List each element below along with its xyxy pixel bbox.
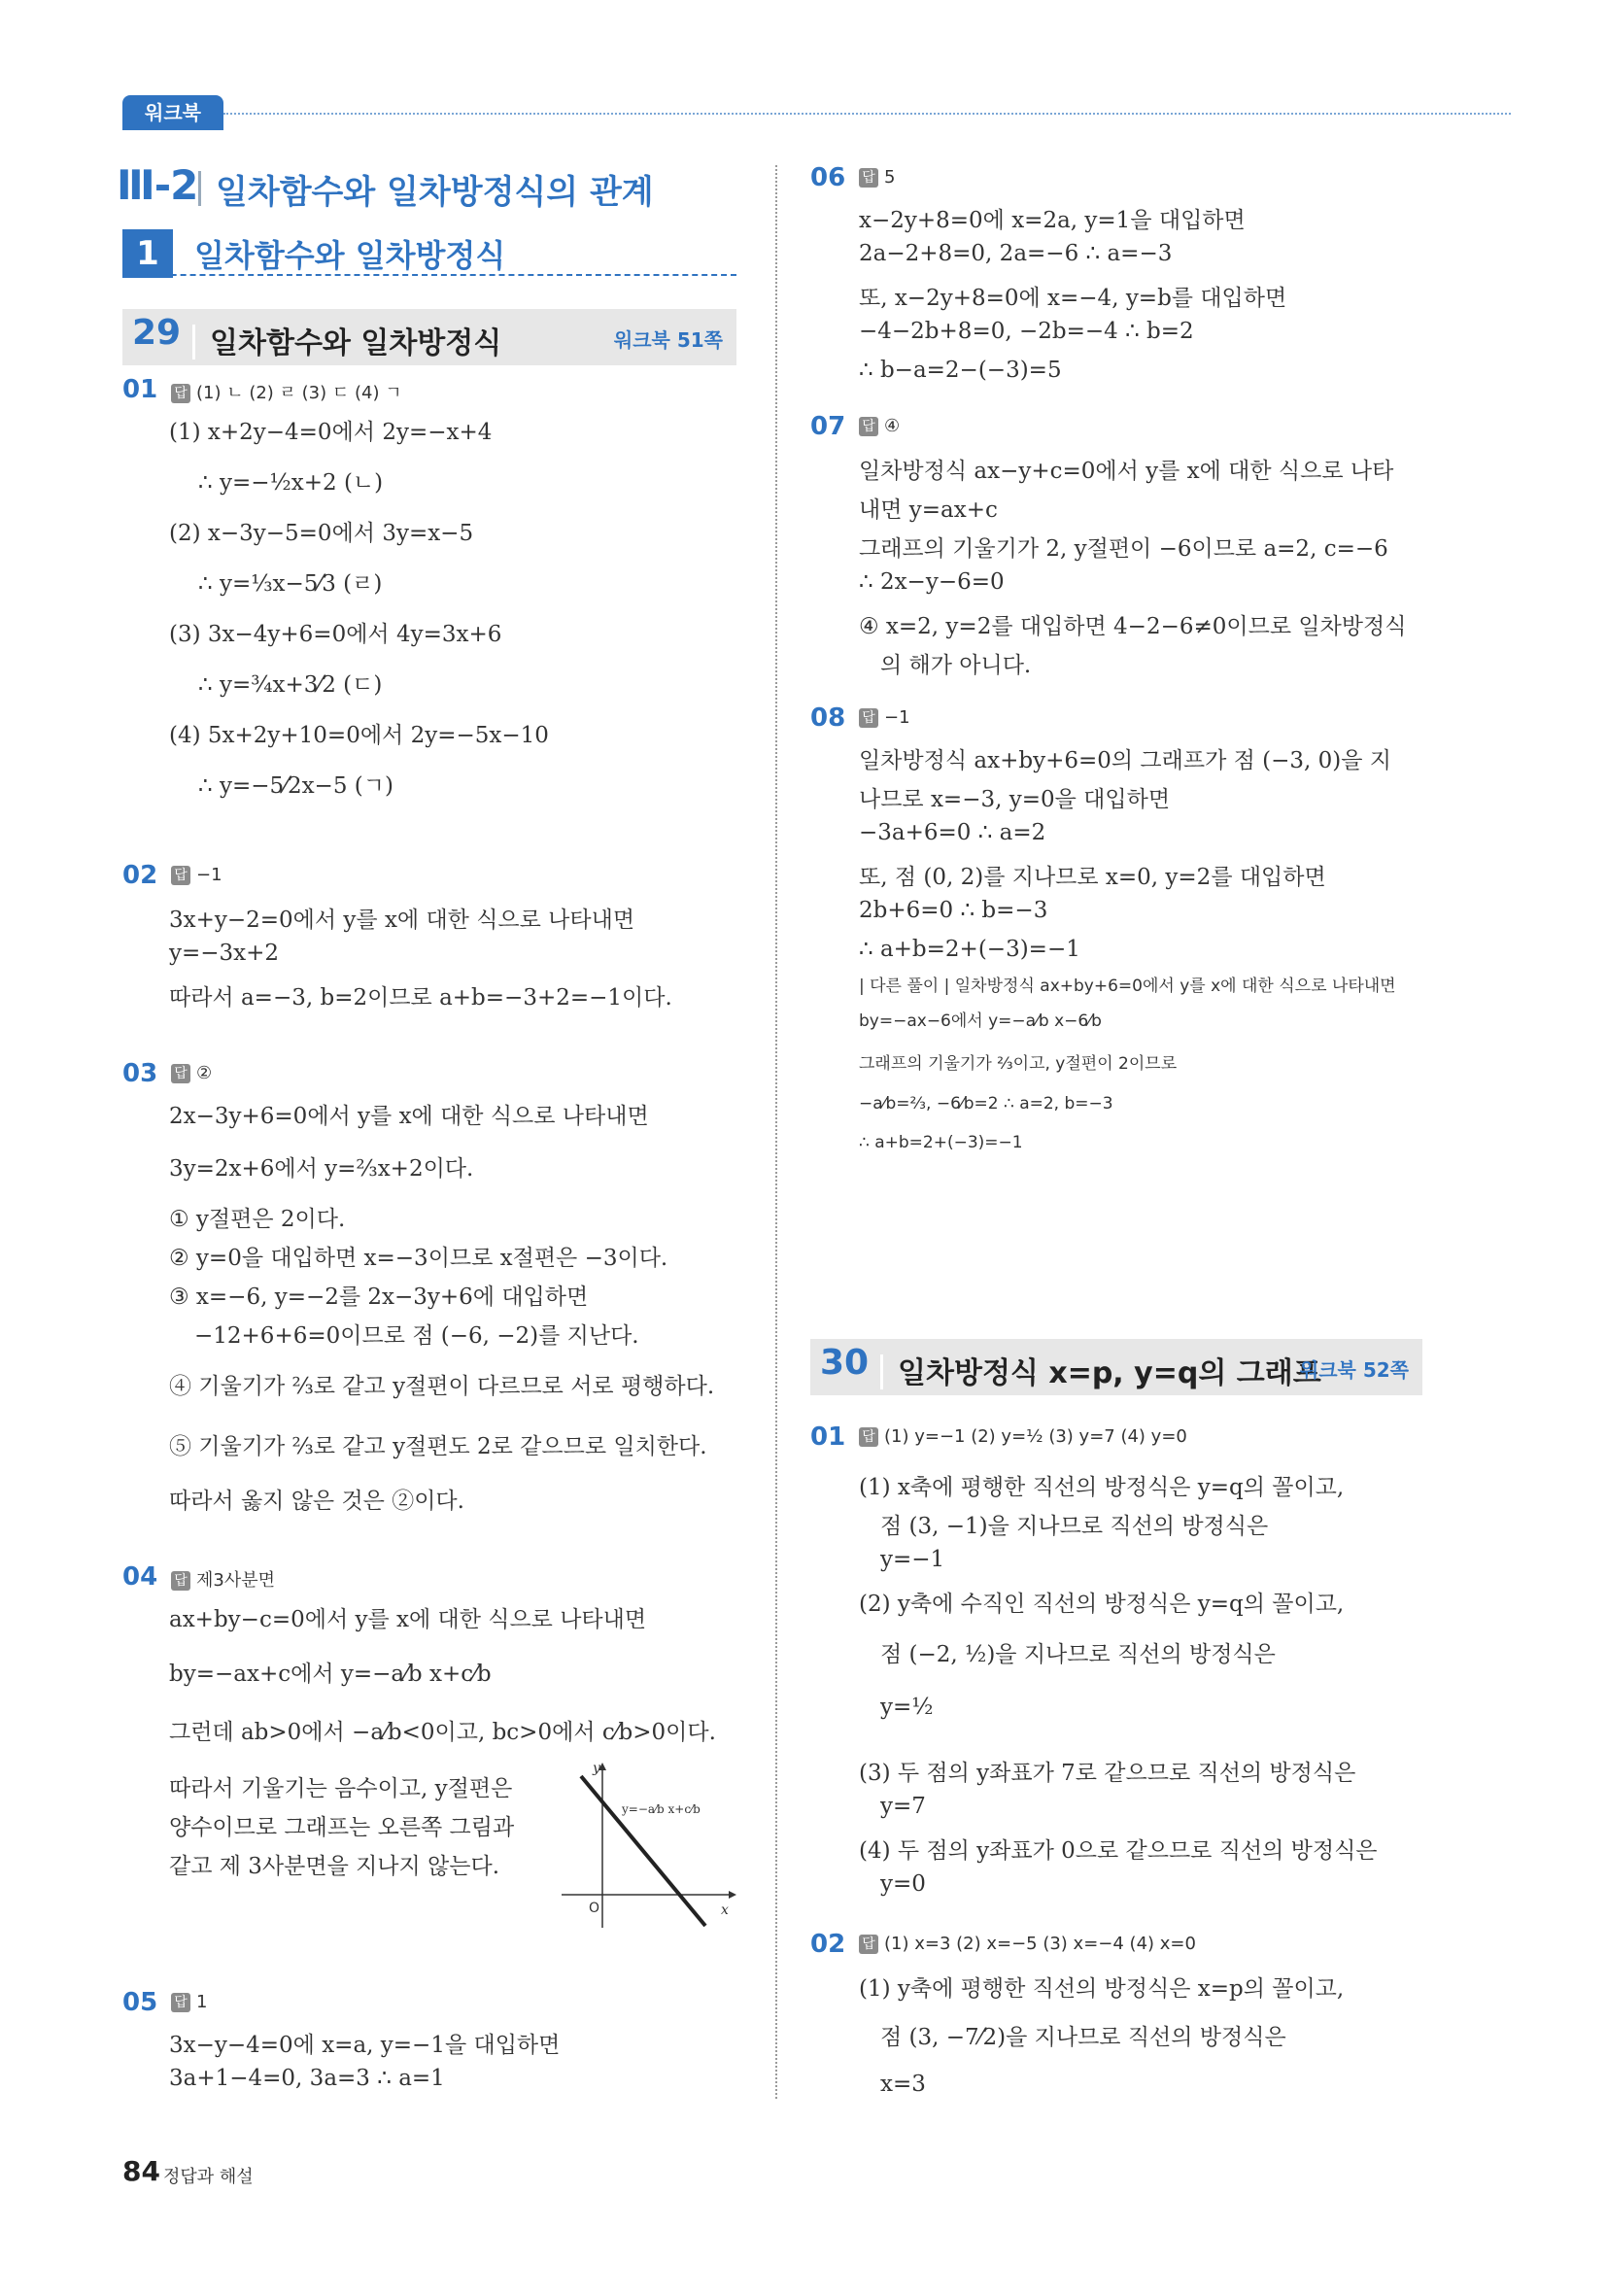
solution-line: ④ x=2, y=2를 대입하면 4−2−6≠0이므로 일차방정식 <box>859 614 1407 639</box>
answer-badge: 답 <box>859 168 878 188</box>
solution-line: 양수이므로 그래프는 오른쪽 그림과 <box>169 1815 515 1840</box>
answer-badge: 답 <box>171 1064 190 1083</box>
answer-badge: 답 <box>859 1935 878 1954</box>
topic-title: 일차방정식 x=p, y=q의 그래프 <box>898 1356 1321 1390</box>
solution-line: ⑤ 기울기가 ⅔로 같고 y절편도 2로 같으므로 일치한다. <box>169 1434 707 1459</box>
answer-text: ④ <box>884 416 901 436</box>
answer-line <box>171 1992 207 2012</box>
x-axis-arrow <box>729 1891 736 1899</box>
solution-line: (2) y축에 수직인 직선의 방정식은 y=q의 꼴이고, <box>859 1592 1345 1617</box>
question-number: 01 <box>810 1422 846 1452</box>
question-number: 06 <box>810 163 846 192</box>
answer-text: 1 <box>196 1992 208 2012</box>
workbook-reference: 워크북 51쪽 <box>613 328 723 352</box>
solution-line: (1) x+2y−4=0에서 2y=−x+4 <box>169 420 493 445</box>
answer-badge: 답 <box>859 1427 878 1447</box>
solution-line: 따라서 기울기는 음수이고, y절편은 <box>169 1776 513 1801</box>
footer-label: 정답과 해설 <box>163 2167 254 2187</box>
solution-line: 점 (3, −7⁄2)을 지나므로 직선의 방정식은 <box>880 2025 1286 2050</box>
x-axis-label: x <box>721 1902 729 1918</box>
solution-line: ∴ y=−5⁄2x−5 (ㄱ) <box>198 773 393 799</box>
question-number: 05 <box>122 1988 158 2017</box>
solution-line: ∴ b−a=2−(−3)=5 <box>859 358 1062 383</box>
solution-line: 2b+6=0 ∴ b=−3 <box>859 898 1048 923</box>
solution-line: 2a−2+8=0, 2a=−6 ∴ a=−3 <box>859 241 1173 266</box>
answer-text: −1 <box>884 707 910 728</box>
solution-line: (3) 3x−4y+6=0에서 4y=3x+6 <box>169 622 502 647</box>
solution-line: y=7 <box>880 1794 926 1819</box>
solution-line: 의 해가 아니다. <box>880 653 1032 678</box>
answer-line <box>859 167 895 188</box>
answer-text: 5 <box>884 167 896 188</box>
solution-line: 3a+1−4=0, 3a=3 ∴ a=1 <box>169 2066 445 2091</box>
graph-line <box>581 1776 705 1926</box>
workbook-reference: 워크북 52쪽 <box>1299 1358 1409 1382</box>
topic-number: 29 <box>132 313 182 353</box>
header-divider <box>223 113 1511 115</box>
question-number: 07 <box>810 412 846 441</box>
solution-line: 3x+y−2=0에서 y를 x에 대한 식으로 나타내면 <box>169 908 635 933</box>
solution-line: 그런데 ab>0에서 −a⁄b<0이고, bc>0에서 c⁄b>0이다. <box>169 1720 716 1745</box>
solution-line: ∴ y=⅓x−5⁄3 (ㄹ) <box>198 571 383 597</box>
solution-line: ax+by−c=0에서 y를 x에 대한 식으로 나타내면 <box>169 1607 647 1632</box>
answer-text: (1) ㄴ (2) ㄹ (3) ㄷ (4) ㄱ <box>196 383 402 403</box>
question-number: 08 <box>810 703 846 733</box>
solution-line: −4−2b+8=0, −2b=−4 ∴ b=2 <box>859 319 1194 344</box>
answer-text: 제3사분면 <box>196 1570 276 1591</box>
answer-line <box>859 1426 1187 1447</box>
unit-number: Ⅲ-2 <box>117 161 198 209</box>
alt-solution-line: −a⁄b=⅔, −6⁄b=2 ∴ a=2, b=−3 <box>859 1094 1113 1114</box>
question-number: 01 <box>122 375 158 404</box>
alt-solution-line: 그래프의 기울기가 ⅔이고, y절편이 2이므로 <box>859 1054 1178 1074</box>
topic-title: 일차함수와 일차방정식 <box>210 326 502 360</box>
workbook-tab: 워크북 <box>122 95 223 130</box>
solution-line: ① y절편은 2이다. <box>169 1207 346 1232</box>
solution-line: y=½ <box>880 1695 934 1720</box>
solution-line: ② y=0을 대입하면 x=−3이므로 x절편은 −3이다. <box>169 1246 668 1271</box>
solution-line: 또, 점 (0, 2)를 지나므로 x=0, y=2를 대입하면 <box>859 865 1326 890</box>
solution-line: 점 (3, −1)을 지나므로 직선의 방정식은 <box>880 1514 1269 1539</box>
answer-badge: 답 <box>171 384 190 403</box>
answer-text: −1 <box>196 865 222 885</box>
answer-badge: 답 <box>859 708 878 728</box>
solution-line: ③ x=−6, y=−2를 2x−3y+6에 대입하면 <box>169 1285 589 1310</box>
answer-line <box>859 1934 1196 1954</box>
solution-line: by=−ax+c에서 y=−a⁄b x+c⁄b <box>169 1662 492 1687</box>
solution-line: 따라서 a=−3, b=2이므로 a+b=−3+2=−1이다. <box>169 985 672 1011</box>
solution-line: 그래프의 기울기가 2, y절편이 −6이므로 a=2, c=−6 <box>859 536 1388 562</box>
solution-line: 일차방정식 ax+by+6=0의 그래프가 점 (−3, 0)을 지 <box>859 748 1391 773</box>
solution-line: (4) 5x+2y+10=0에서 2y=−5x−10 <box>169 723 549 748</box>
section-number: 1 <box>122 229 173 278</box>
question-number: 04 <box>122 1562 158 1592</box>
topic-separator <box>192 325 195 360</box>
solution-line: x−2y+8=0에 x=2a, y=1을 대입하면 <box>859 208 1246 233</box>
solution-line: y=−1 <box>880 1547 945 1572</box>
answer-line <box>859 707 910 728</box>
solution-line: (1) y축에 평행한 직선의 방정식은 x=p의 꼴이고, <box>859 1976 1345 2002</box>
solution-line: ∴ 2x−y−6=0 <box>859 569 1005 595</box>
answer-badge: 답 <box>859 417 878 436</box>
solution-line: 같고 제 3사분면을 지나지 않는다. <box>169 1854 500 1879</box>
answer-line <box>171 865 222 885</box>
solution-line: 내면 y=ax+c <box>859 497 998 523</box>
answer-line <box>171 1566 275 1592</box>
solution-line: (1) x축에 평행한 직선의 방정식은 y=q의 꼴이고, <box>859 1475 1345 1500</box>
answer-text: (1) y=−1 (2) y=½ (3) y=7 (4) y=0 <box>884 1426 1187 1447</box>
section-title: 일차함수와 일차방정식 <box>194 237 506 274</box>
solution-line: −3a+6=0 ∴ a=2 <box>859 820 1046 845</box>
unit-separator <box>198 171 201 206</box>
solution-line: 따라서 옳지 않은 것은 ②이다. <box>169 1489 464 1514</box>
answer-text: ② <box>196 1063 213 1083</box>
question-number: 02 <box>122 861 158 890</box>
topic-number: 30 <box>820 1343 870 1383</box>
page-number: 84 <box>122 2155 160 2187</box>
unit-title: 일차함수와 일차방정식의 관계 <box>216 173 654 212</box>
solution-line: y=0 <box>880 1871 926 1897</box>
alt-solution-line: by=−ax−6에서 y=−a⁄b x−6⁄b <box>859 1011 1102 1031</box>
solution-line: 3x−y−4=0에 x=a, y=−1을 대입하면 <box>169 2033 561 2058</box>
question-number: 02 <box>810 1930 846 1959</box>
alt-solution-line: ∴ a+b=2+(−3)=−1 <box>859 1133 1023 1152</box>
solution-line: ∴ y=−½x+2 (ㄴ) <box>198 470 384 496</box>
solution-line: ∴ a+b=2+(−3)=−1 <box>859 937 1080 962</box>
question-number: 03 <box>122 1059 158 1088</box>
answer-line <box>171 1063 212 1083</box>
line-equation-label: y=−a⁄b x+c⁄b <box>622 1802 701 1816</box>
y-axis-label: y <box>593 1761 600 1776</box>
solution-line: (4) 두 점의 y좌표가 0으로 같으므로 직선의 방정식은 <box>859 1838 1378 1864</box>
solution-line: y=−3x+2 <box>169 941 280 966</box>
solution-line: 2x−3y+6=0에서 y를 x에 대한 식으로 나타내면 <box>169 1104 649 1129</box>
solution-line: (3) 두 점의 y좌표가 7로 같으므로 직선의 방정식은 <box>859 1761 1356 1786</box>
solution-line: ∴ y=¾x+3⁄2 (ㄷ) <box>198 672 383 698</box>
answer-line <box>171 379 402 404</box>
answer-text: (1) x=3 (2) x=−5 (3) x=−4 (4) x=0 <box>884 1934 1196 1954</box>
answer-badge: 답 <box>171 866 190 885</box>
solution-line: (2) x−3y−5=0에서 3y=x−5 <box>169 521 474 546</box>
section-divider <box>122 274 736 276</box>
answer-line <box>859 416 900 436</box>
answer-badge: 답 <box>171 1993 190 2012</box>
alt-solution-line: | 다른 풀이 | 일차방정식 ax+by+6=0에서 y를 x에 대한 식으로 나타내면 <box>859 977 1396 996</box>
q04-graph <box>552 1759 736 1934</box>
solution-line: 나므로 x=−3, y=0을 대입하면 <box>859 787 1171 812</box>
origin-label: O <box>589 1901 600 1916</box>
solution-line: ④ 기울기가 ⅔로 같고 y절편이 다르므로 서로 평행하다. <box>169 1374 715 1399</box>
solution-line: 또, x−2y+8=0에 x=−4, y=b를 대입하면 <box>859 286 1287 311</box>
topic-29-header <box>122 309 736 365</box>
topic-separator <box>880 1354 883 1389</box>
answer-badge: 답 <box>171 1571 190 1591</box>
solution-line: 점 (−2, ½)을 지나므로 직선의 방정식은 <box>880 1642 1276 1667</box>
solution-line: 일차방정식 ax−y+c=0에서 y를 x에 대한 식으로 나타 <box>859 459 1394 484</box>
solution-line: 3y=2x+6에서 y=⅔x+2이다. <box>169 1156 474 1182</box>
topic-30-header <box>810 1339 1422 1395</box>
solution-line: x=3 <box>880 2072 926 2097</box>
column-divider <box>775 165 777 2099</box>
solution-line: −12+6+6=0이므로 점 (−6, −2)를 지난다. <box>194 1323 639 1349</box>
